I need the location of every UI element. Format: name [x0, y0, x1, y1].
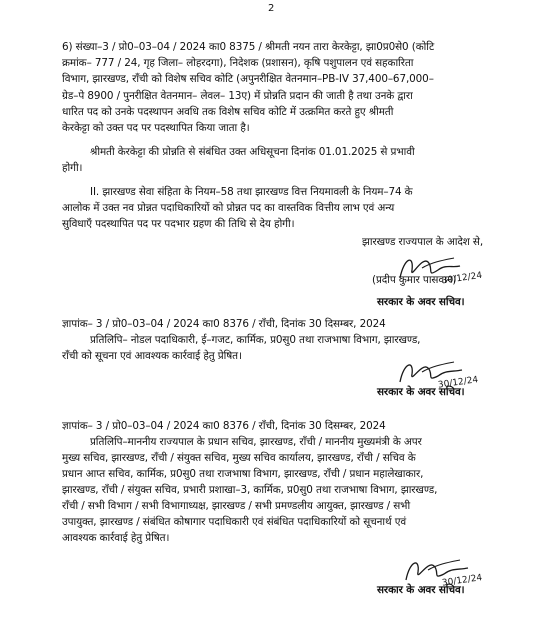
memo-line: प्रतिलिपि– नोडल पदाधिकारी, ई–गजट, कार्मिक, प्र0सु0 तथा राजभाषा विभाग, झारखण्ड,: [90, 334, 421, 346]
page-number: 2: [268, 3, 275, 14]
para-line: होगी।: [62, 162, 83, 174]
para-line: सुविधाएँ पदस्थापित पद पर पदभार ग्रहण की तिथि से देय होगी।: [62, 218, 295, 230]
para-line: धारित पद को उनके पदस्थापन अवधि तक विशेष सचिव कोटि में उत्क्रमित करते हुए श्रीमती: [62, 106, 394, 118]
para-line: आलोक में उक्त नव प्रोन्नत पदाधिकारियों को प्रोन्नत पद का वास्तविक वित्तीय लाभ एवं अन्य: [62, 202, 395, 214]
memo-line: उपायुक्त, झारखण्ड / संबंधित कोषागार पदाधिकारी एवं संबंधित पदाधिकारियों को सूचनार्थ एवं: [62, 516, 407, 528]
memo-line: प्रतिलिपि–माननीय राज्यपाल के प्रधान सचिव, झारखण्ड, राँची / माननीय मुख्यमंत्री के अपर: [90, 436, 422, 448]
signer-title: सरकार के अवर सचिव।: [377, 584, 465, 596]
memo-line: राँची / सभी विभाग / सभी विभागाध्यक्ष, झारखण्ड / सभी प्रमण्डलीय आयुक्त, झारखण्ड / सभी: [62, 500, 411, 512]
para-line: 6) संख्या–3 / प्रो0–03–04 / 2024 का0 8375 / श्रीमती नयन तारा केरकेट्टा, झा0प्र0से0 (कोटि: [62, 41, 435, 53]
signer-title: सरकार के अवर सचिव।: [377, 296, 465, 308]
para-line: विभाग, झारखण्ड, राँची को विशेष सचिव कोटि (अपुनरीक्षित वेतनमान–PB-IV 37,400–67,000–: [62, 73, 434, 85]
memo-reference: ज्ञापांक– 3 / प्रो0–03–04 / 2024 का0 8376 / राँची, दिनांक 30 दिसम्बर, 2024: [62, 318, 386, 330]
signature-date: 30/12/24: [441, 270, 483, 287]
memo-line: प्रधान आप्त सचिव, कार्मिक, प्र0सु0 तथा राजभाषा विभाग, झारखण्ड, राँची / प्रधान महालेखाकार,: [62, 468, 424, 480]
para-line: श्रीमती केरकेट्टा की प्रोन्नति से संबंधित उक्त अधिसूचना दिनांक 01.01.2025 से प्रभावी: [90, 146, 415, 158]
memo-line: राँची को सूचना एवं आवश्यक कार्रवाई हेतु प्रेषित।: [62, 350, 242, 362]
para-line: II. झारखण्ड सेवा संहिता के नियम–58 तथा झारखण्ड वित्त नियमावली के नियम–74 के: [90, 186, 413, 198]
order-line: झारखण्ड राज्यपाल के आदेश से,: [362, 236, 484, 248]
para-line: क्रमांक– 777 / 24, गृह जिला– लोहरदगा), निदेशक (प्रशासन), कृषि पशुपालन एवं सहकारिता: [62, 57, 414, 69]
memo-line: झारखण्ड, राँची / संयुक्त सचिव, प्रभारी प्रशाखा–3, कार्मिक, प्र0सु0 तथा राजभाषा विभाग, झारखण्ड,: [62, 484, 438, 496]
memo-line: मुख्य सचिव, झारखण्ड, राँची / संयुक्त सचिव, मुख्य सचिव कार्यालय, झारखण्ड, राँची / सचिव के: [62, 452, 416, 464]
signer-name: (प्रदीप कुमार पासवान): [372, 274, 457, 286]
para-line: केरकेट्टा को उक्त पद पर पदस्थापित किया जाता है।: [62, 122, 250, 134]
para-line: ग्रेड–पे 8900 / पुनरीक्षित वेतनमान– लेवल– 13ए) में प्रोन्नति प्रदान की जाती है तथा उनके द्वारा: [62, 90, 413, 102]
memo-line: आवश्यक कार्रवाई हेतु प्रेषित।: [62, 532, 170, 544]
signer-title: सरकार के अवर सचिव।: [377, 386, 465, 398]
signature-date: 30/12/24: [437, 375, 479, 391]
signature-date: 30/12/24: [441, 573, 483, 589]
memo-reference: ज्ञापांक– 3 / प्रो0–03–04 / 2024 का0 8376 / राँची, दिनांक 30 दिसम्बर, 2024: [62, 420, 386, 432]
